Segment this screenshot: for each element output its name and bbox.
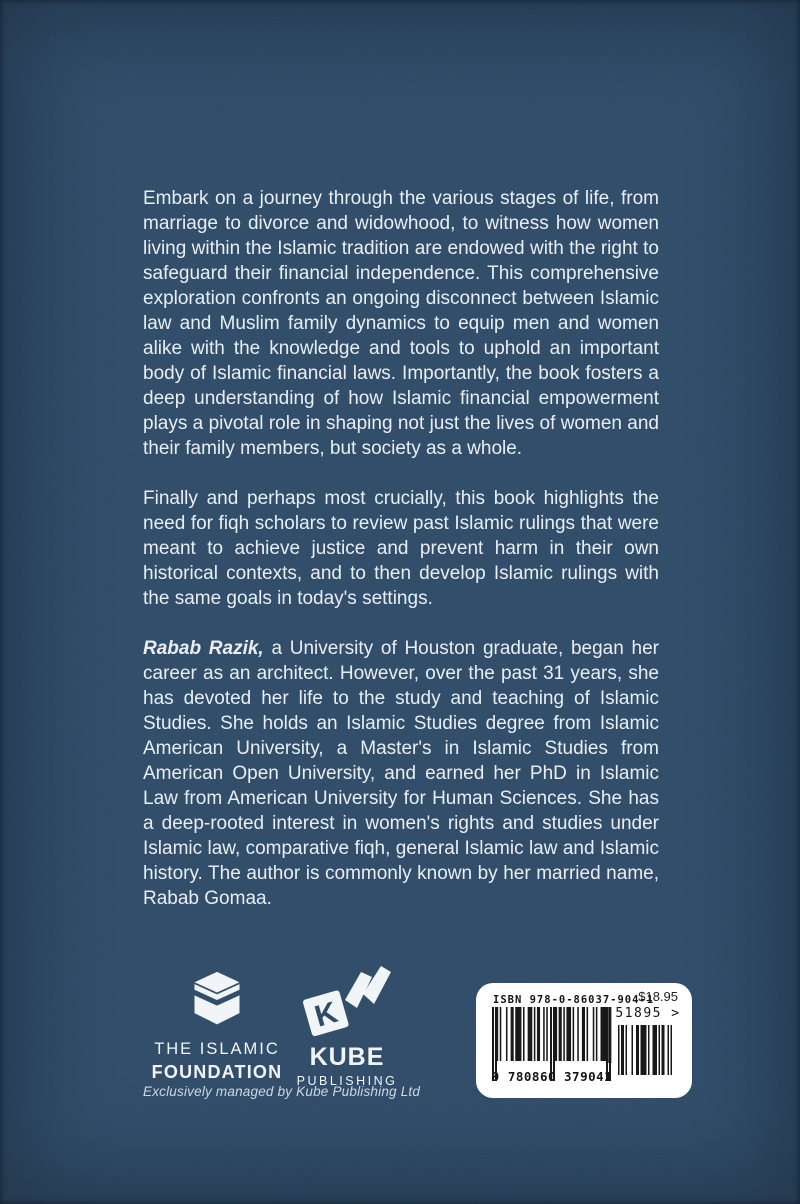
islamic-foundation-name-line2: FOUNDATION: [151, 1062, 283, 1082]
kube-name-line1: KUBE: [309, 1043, 385, 1071]
kaaba-icon: [187, 970, 247, 1030]
synopsis-paragraph-2: Finally and perhaps most crucially, this book highlights the need for fiqh scholars to review past Islamic rulings that were meant to achieve justice and prevent harm in their own historical contexts, and to then develop Islamic rulings with the same goals in today's settings.: [143, 488, 659, 609]
islamic-foundation-logo: [142, 970, 292, 1083]
synopsis-paragraph-1: Embark on a journey through the various stages of life, from marriage to divorce and widowhood, to witness how women living within the Islamic tradition are endowed with the right to safeguard their financial independence. This comprehensive exploration confronts an ongoing disconnect between Islamic law and Muslim family dynamics to equip men and women alike with the knowledge and tools to uphold an important body of Islamic financial laws. Importantly, the book fosters a deep understanding of how Islamic financial empowerment plays a pivotal role in shaping not just the lives of women and their family members, but society as a whole.: [143, 188, 659, 459]
barcode-addon-code: 51895 >: [615, 1006, 681, 1021]
kube-publishing-logo: [292, 964, 402, 1088]
isbn-label: ISBN 978-0-86037-904-1: [493, 994, 655, 1006]
author-bio-paragraph: [143, 636, 659, 911]
barcode-number: 9 780860 379041: [491, 1069, 613, 1084]
islamic-foundation-name-line1: THE ISLAMIC: [154, 1040, 280, 1058]
barcode-panel: [476, 983, 692, 1098]
author-name: Rabab Razik,: [143, 638, 264, 659]
price-label: $18.95: [638, 989, 678, 1004]
author-bio-text: a University of Houston graduate, began her career as an architect. However, over the past 31 years, she has devoted her life to the study and teaching of Islamic Studies. She holds an Islamic Studies degree from Islamic American University, a Master's in Islamic Studies from American Open University, and earned her PhD in Islamic Law from American University for Human Sciences. She has a deep-rooted interest in women's rights and studies under Islamic law, comparative fiqh, general Islamic law and Islamic history. The author is commonly known by her married name, Rabab Gomaa.: [143, 638, 659, 909]
back-cover-text: [143, 186, 659, 911]
managed-by-tagline: Exclusively managed by Kube Publishing Ltd: [143, 1084, 421, 1099]
price-addon-barcode: [618, 1025, 676, 1075]
kube-name-line2: PUBLISHING: [296, 1074, 398, 1088]
svg-text:K: K: [311, 995, 342, 1034]
kube-books-icon: [299, 964, 395, 1036]
